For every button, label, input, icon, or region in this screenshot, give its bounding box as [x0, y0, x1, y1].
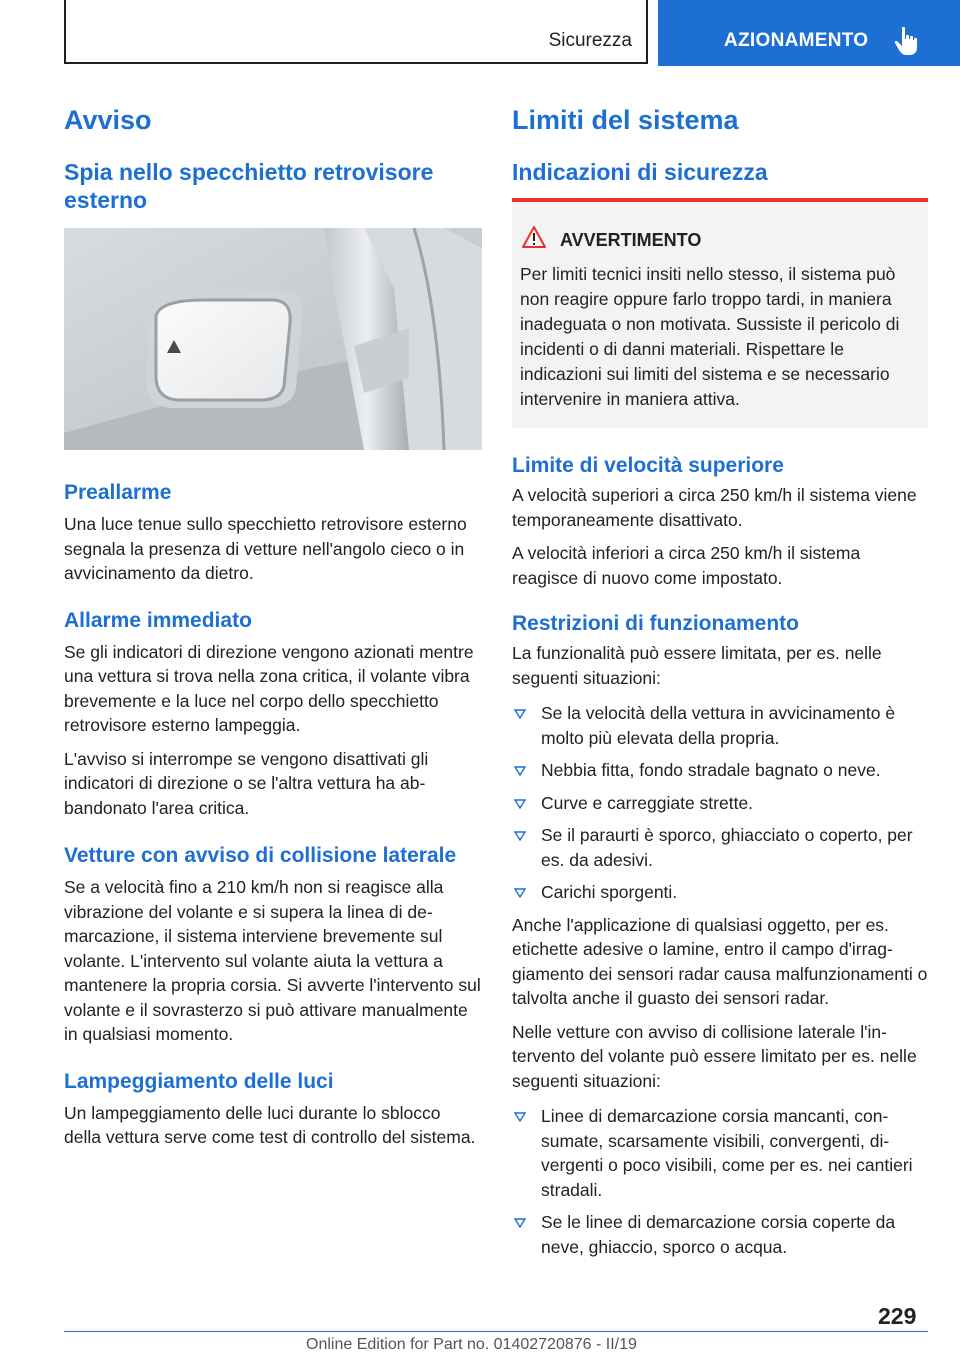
left-text-column: [64, 480, 482, 1150]
restrictions-text-2: Anche l'applicazione di qualsiasi oggetto, per es. etichette adesive o lamine, entro il campo d'irraggiamento dei sensori radar causa malfunzionamenti o talvolta anche il guasto dei sensori radar.: [512, 914, 928, 1008]
mirror-illustration: [64, 228, 482, 450]
side-mirror-image: [64, 228, 482, 450]
list-item: Linee di demarcazione corsia mancanti, consumate, scarsamente visibili, convergenti, divergenti o poco visibili, come per es. nei cantieri stradali.: [512, 1104, 928, 1202]
bullet-triangle-icon: [514, 831, 526, 841]
heading-speed-limit: Limite di velocità superiore: [512, 454, 784, 477]
footer-divider: [64, 1331, 928, 1332]
subtitle-safety-notes: Indicazioni di sicurezza: [512, 159, 768, 185]
section-title-system-limits: Limiti del sistema: [512, 105, 739, 135]
restrictions-text-3: Nelle vetture con avviso di collisione laterale l'intervento del volante può essere limitato per es. nelle seguenti situazioni:: [512, 1021, 917, 1091]
bullet-triangle-icon: [514, 799, 526, 809]
list-item: Nebbia fitta, fondo stradale bagnato o neve.: [512, 758, 928, 783]
bullet-triangle-icon: [514, 709, 526, 719]
alarm-text-1: Se gli indicatori di direzione vengono azionati mentre una vettura si trova nella zona critica, il volante vibra brevemente e la luce nel corpo dello specchietto retrovisore esterno lampeggia.: [64, 641, 474, 735]
alarm-text-2: L'avviso si interrompe se vengono disattivati gli indicatori di direzione o se l'altra vettura ha abbandonato l'area critica.: [64, 748, 429, 818]
list-item: Carichi sporgenti.: [512, 880, 928, 905]
restrictions-list: [512, 701, 928, 905]
warning-text: Per limiti tecnici insiti nello stesso, il sistema può non reagire oppure farlo troppo tardi, in maniera inadeguata o non motivata. Sussiste il pericolo di incidenti o di danni materiali. Rispettare le indicazioni sui limiti del sistema e se necessario intervenire in maniera attiva.: [520, 264, 900, 409]
list-item: Curve e carreggiate strette.: [512, 791, 928, 816]
page-number: 229: [878, 1303, 917, 1329]
section-tab: [64, 0, 648, 64]
list-item: Se la velocità della vettura in avvicinamento è molto più elevata della propria.: [512, 701, 928, 750]
hand-pointer-icon: [894, 26, 920, 56]
heading-collision-warning: Vetture con avviso di collisione laterale: [64, 844, 457, 867]
bullet-triangle-icon: [514, 1112, 526, 1122]
chapter-tab: [658, 0, 960, 66]
flash-text: Un lampeggiamento delle luci durante lo sblocco della vettura serve come test di controllo del sistema.: [64, 1102, 476, 1147]
chapter-label: AZIONAMENTO: [724, 30, 869, 51]
heading-prealarm: Preallarme: [64, 481, 172, 504]
page-header: [0, 0, 960, 66]
warning-title: AVVERTIMENTO: [560, 230, 702, 250]
speed-text-1: A velocità superiori a circa 250 km/h il sistema viene temporaneamente disattivato.: [512, 485, 917, 530]
heading-immediate-alarm: Allarme immediato: [64, 608, 252, 632]
lane-marking-list: [512, 1104, 928, 1259]
warning-triangle-icon: [522, 226, 546, 248]
list-item: Se le linee di demarcazione corsia coperte da neve, ghiaccio, sporco o acqua.: [512, 1210, 928, 1259]
heading-restrictions: Restrizioni di funzionamento: [512, 612, 799, 635]
heading-light-flash: Lampeggiamento delle luci: [64, 1069, 334, 1093]
bullet-triangle-icon: [514, 1218, 526, 1228]
bullet-triangle-icon: [514, 888, 526, 898]
restrictions-text: La funzionalità può essere limitata, per es. nelle seguenti situazioni:: [512, 643, 882, 688]
right-text-column: [512, 453, 928, 1267]
section-title-avviso: Avviso: [64, 105, 152, 135]
section-label: Sicurezza: [548, 30, 632, 51]
bullet-triangle-icon: [514, 766, 526, 776]
edition-note: Online Edition for Part no. 01402720876 - II/19: [306, 1336, 637, 1353]
list-item: Se il paraurti è sporco, ghiacciato o coperto, per es. da adesivi.: [512, 823, 928, 872]
speed-text-2: A velocità inferiori a circa 250 km/h il sistema reagisce di nuovo come impostato.: [512, 543, 861, 588]
prealarm-text: Una luce tenue sullo specchietto retrovisore esterno segnala la presenza di vetture nell'angolo cieco o in avvicinamento da dietro.: [64, 514, 467, 583]
warning-box: [512, 198, 928, 428]
collision-text: Se a velocità fino a 210 km/h non si reagisce alla vibrazione del volante e si supera la linea di demarcazione, il sistema interviene brevemente sul volante. L'intervento sul volante aiuta la vettura a mantenere la propria corsia. Si avverte l'intervento sul volante e il sovrasterzo si può attivare manualmente in qualsiasi momento.: [64, 877, 481, 1044]
subtitle-mirror-light: Spia nello specchietto retrovisore esterno: [64, 159, 434, 213]
